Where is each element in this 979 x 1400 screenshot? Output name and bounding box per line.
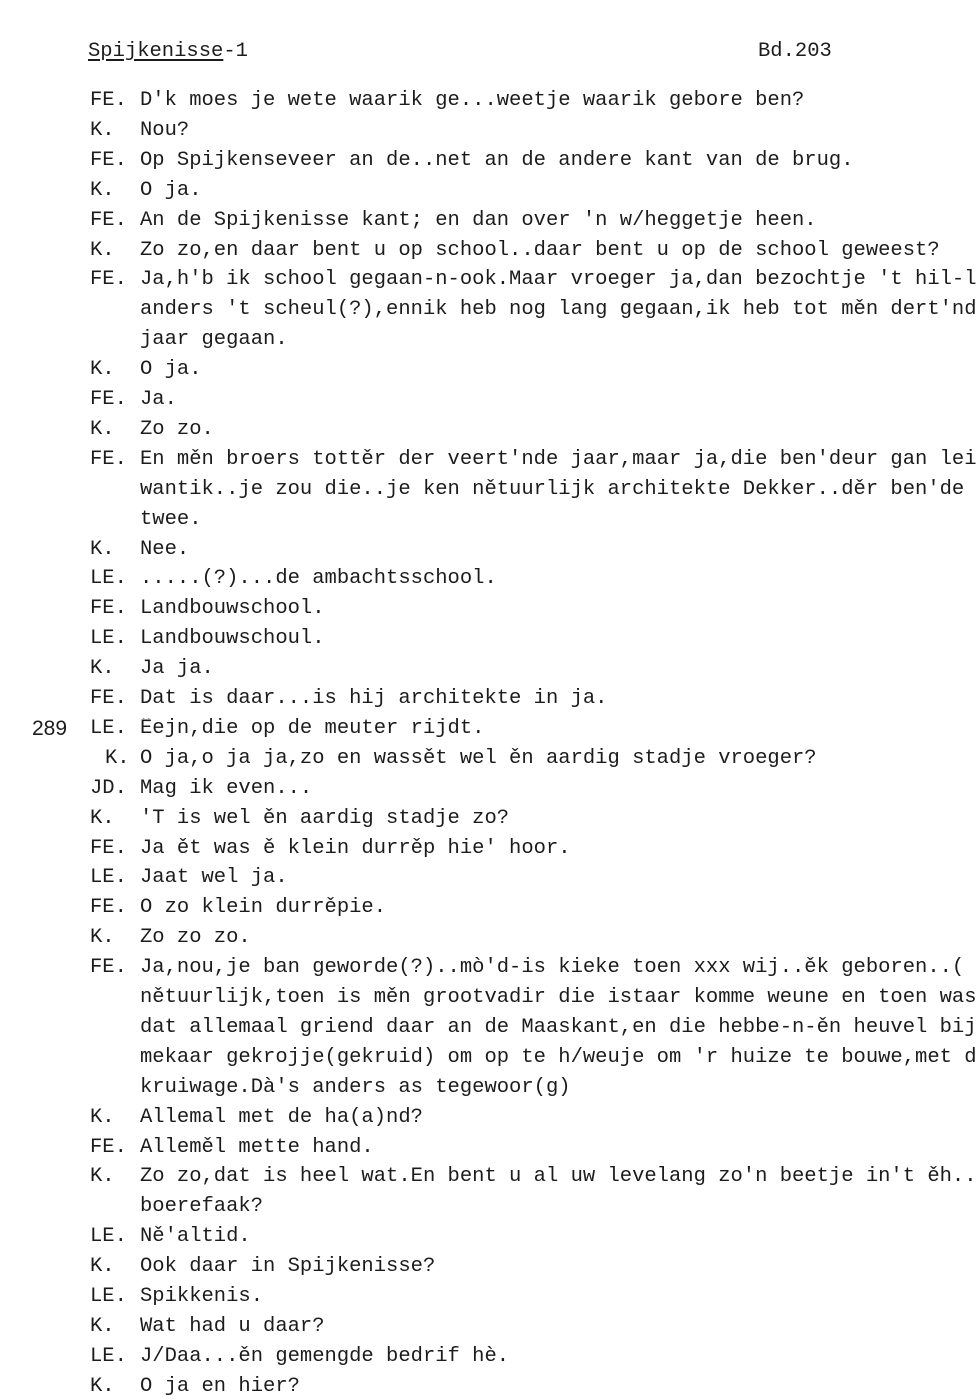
speaker-label: LE. (90, 866, 127, 890)
utterance-text: En měn broers tottěr der veert'nde jaar,maar ja,die ben'deur gan lei (140, 448, 977, 471)
speaker-label: K. (90, 1314, 115, 1338)
transcript-line (0, 389, 979, 411)
transcript-line (0, 957, 979, 979)
utterance-text: dat allemaal griend daar an de Maaskant,en die hebbe-n-ěn heuvel bij (140, 1016, 977, 1039)
speaker-label: LE. (90, 716, 127, 740)
transcript-line (0, 1286, 979, 1308)
speaker-label: K. (105, 746, 130, 770)
transcript-line (0, 509, 979, 531)
speaker-label: FE. (90, 148, 127, 172)
utterance-text: An de Spijkenisse kant; en dan over 'n w/heggetje heen. (140, 209, 817, 232)
transcript-line (0, 240, 979, 262)
speaker-label: FE. (90, 388, 127, 411)
utterance-text: jaar gegaan. (140, 329, 288, 352)
utterance-text: O zo klein durrěpie. (140, 897, 387, 920)
document-title (88, 40, 248, 64)
transcript-line (0, 838, 979, 860)
speaker-label: K. (90, 1165, 115, 1189)
transcript-line (0, 718, 979, 740)
transcript-line (0, 1256, 979, 1278)
transcript-line (0, 180, 979, 202)
transcript-line (0, 568, 979, 590)
utterance-text: Landbouwschoul. (140, 628, 325, 651)
speaker-label: K. (90, 657, 115, 681)
utterance-text: 'T is wel ěn aardig stadje zo? (140, 807, 510, 830)
utterance-text: D'k moes je wete waarik ge...weetje waarik gebore ben? (140, 90, 805, 112)
utterance-text: Dat is daar...is hij architekte in ja. (140, 688, 608, 710)
transcript-line (0, 359, 979, 381)
page-reference: Bd.203 (758, 40, 832, 63)
speaker-label: FE. (90, 208, 127, 232)
transcript-line (0, 1316, 979, 1338)
transcript-line (0, 150, 979, 172)
margin-line-number: 289 (32, 716, 68, 740)
utterance-text: Nou? (140, 119, 190, 142)
speaker-label: FE. (90, 89, 127, 112)
utterance-text: Landbouwschool. (140, 598, 325, 621)
transcript-line (0, 1017, 979, 1039)
utterance-text: nětuurlijk,toen is měn grootvadir die istaar komme weune en toen was (140, 987, 977, 1009)
transcript-line (0, 628, 979, 650)
transcript-line (0, 210, 979, 232)
speaker-label: LE. (90, 1225, 127, 1249)
utterance-text: J/Daa...ěn gemengde bedrif hè. (140, 1345, 510, 1368)
utterance-text: Allemal met de ha(a)nd? (140, 1106, 423, 1129)
utterance-text: Jaat wel ja. (140, 867, 288, 890)
speaker-label: FE. (90, 268, 127, 292)
transcript-line (0, 1346, 979, 1368)
transcript-line (0, 748, 979, 770)
speaker-label: K. (90, 118, 115, 142)
transcript-line (0, 1166, 979, 1188)
transcript-line (0, 539, 979, 561)
speaker-label: LE. (90, 567, 127, 591)
speaker-label: FE. (90, 597, 127, 621)
transcript-line (0, 867, 979, 889)
utterance-text: Zo zo,en daar bent u op school..daar bent u op de school geweest? (140, 239, 940, 262)
utterance-text: Ja ja. (140, 658, 214, 681)
transcript-line (0, 419, 979, 441)
transcript-line (0, 1376, 979, 1398)
utterance-text: kruiwage.Dà's anders as tegewoor(g) (140, 1076, 571, 1099)
utterance-text: Op Spijkenseveer an de..net an de andere kant van de brug. (140, 149, 854, 172)
speaker-label: LE. (90, 627, 127, 651)
speaker-label: K. (90, 1105, 115, 1129)
utterance-text: Ja,nou,je ban geworde(?)..mò'd-is kieke toen xxx wij..ěk geboren..( (140, 957, 965, 980)
utterance-text: .....(?)...de ambachtsschool. (140, 568, 497, 591)
speaker-label: FE. (90, 447, 127, 471)
transcript-line (0, 1137, 979, 1159)
utterance-text: O ja,o ja ja,zo en wassět wel ěn aardig stadje vroeger? (140, 747, 817, 770)
speaker-label: FE. (90, 836, 127, 860)
speaker-label: FE. (90, 1135, 127, 1159)
utterance-text: Mag ik even... (140, 777, 313, 800)
speaker-label: K. (90, 178, 115, 202)
document-title-suffix: -1 (223, 40, 248, 63)
transcript-line (0, 778, 979, 800)
utterance-text: wantik..je zou die..je ken nětuurlijk architekte Dekker..děr ben'de (140, 478, 965, 501)
utterance-text: Alleměl mette hand. (140, 1136, 374, 1159)
transcript-line (0, 1196, 979, 1218)
transcript-line (0, 1047, 979, 1069)
utterance-text: Spikkenis. (140, 1286, 264, 1308)
utterance-text: Ja. (140, 389, 177, 411)
transcript-line (0, 658, 979, 680)
utterance-text: anders 't scheul(?),ennik heb nog lang gegaan,ik heb tot měn dert'nd (140, 299, 977, 322)
utterance-text: Ja,h'b ik school gegaan-n-ook.Maar vroeger ja,dan bezochtje 't hil-l (140, 269, 977, 292)
speaker-label: K. (90, 1374, 115, 1398)
utterance-text: twee. (140, 508, 202, 531)
speaker-label: K. (90, 417, 115, 441)
transcript-line (0, 688, 979, 710)
transcript-line (0, 1226, 979, 1248)
transcript-line (0, 449, 979, 471)
transcript-line (0, 1077, 979, 1099)
utterance-text: O ja. (140, 359, 202, 382)
speaker-label: K. (90, 806, 115, 830)
utterance-text: Zo zo. (140, 418, 214, 441)
page-header (0, 40, 979, 64)
utterance-text: Ook daar in Spijkenisse? (140, 1256, 436, 1279)
transcript-line (0, 299, 979, 321)
utterance-text: Zo zo zo. (140, 927, 251, 950)
utterance-text: O ja. (140, 179, 202, 202)
speaker-label: K. (90, 1255, 115, 1279)
speaker-label: K. (90, 537, 115, 561)
transcript-line (0, 120, 979, 142)
utterance-text: Ně'altid. (140, 1226, 251, 1249)
utterance-text: Êejn,die op de meuter rijdt. (140, 717, 485, 740)
document-title-place: Spijkenisse (88, 40, 224, 63)
utterance-text: boerefaak? (140, 1196, 264, 1219)
transcript-line (0, 1107, 979, 1129)
transcript-line (0, 269, 979, 291)
utterance-text: Zo zo,dat is heel wat.En bent u al uw levelang zo'n beetje in't ěh.. (140, 1166, 977, 1189)
speaker-label: JD. (90, 776, 127, 800)
speaker-label: K. (90, 238, 115, 262)
utterance-text: mekaar gekrojje(gekruid) om op te h/weuje om 'r huize te bouwe,met d (140, 1046, 977, 1069)
transcript-line (0, 598, 979, 620)
transcript-line (0, 987, 979, 1009)
utterance-text: Ja ět was ě klein durrěp hie' hoor. (140, 837, 571, 860)
speaker-label: K. (90, 358, 115, 382)
speaker-label: FE. (90, 687, 127, 710)
speaker-label: LE. (90, 1285, 127, 1308)
speaker-label: FE. (90, 956, 127, 980)
utterance-text: Wat had u daar? (140, 1315, 325, 1338)
transcript-line (0, 927, 979, 949)
speaker-label: K. (90, 926, 115, 950)
speaker-label: FE. (90, 896, 127, 920)
transcript-line (0, 90, 979, 112)
transcript-line (0, 479, 979, 501)
transcript-line (0, 808, 979, 830)
utterance-text: Nee. (140, 538, 190, 561)
utterance-text: O ja en hier? (140, 1375, 300, 1398)
transcript-line (0, 329, 979, 351)
transcript-line (0, 897, 979, 919)
speaker-label: LE. (90, 1344, 127, 1368)
